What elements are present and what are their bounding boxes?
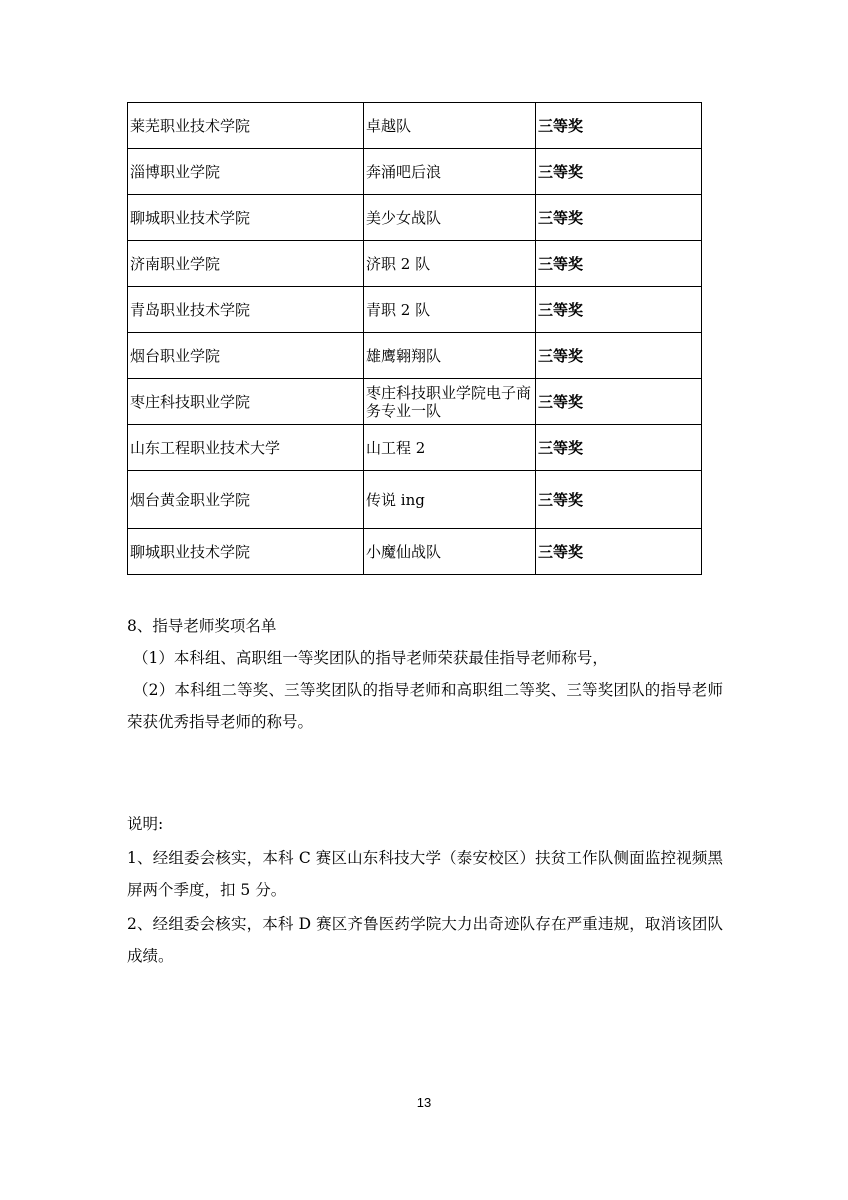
table-row bbox=[128, 379, 702, 425]
school-cell: 烟台职业学院 bbox=[128, 333, 364, 379]
team-cell: 济职 2 队 bbox=[364, 241, 536, 287]
note-2: 2、经组委会核实，本科 D 赛区齐鲁医药学院大力出奇迹队存在严重违规，取消该团队成绩。 bbox=[127, 915, 723, 965]
team-cell: 枣庄科技职业学院电子商务专业一队 bbox=[364, 379, 536, 425]
team-cell: 山工程 2 bbox=[364, 425, 536, 471]
award-cell: 三等奖 bbox=[536, 471, 702, 529]
school-cell: 济南职业学院 bbox=[128, 241, 364, 287]
table-row bbox=[128, 241, 702, 287]
school-cell: 枣庄科技职业学院 bbox=[128, 379, 364, 425]
awards-table bbox=[127, 102, 702, 575]
table-row bbox=[128, 425, 702, 471]
team-cell: 奔涌吧后浪 bbox=[364, 149, 536, 195]
table-row bbox=[128, 103, 702, 149]
award-cell: 三等奖 bbox=[536, 149, 702, 195]
award-rule-1: （1）本科组、高职组一等奖团队的指导老师荣获最佳指导老师称号， bbox=[133, 649, 608, 667]
school-cell: 淄博职业学院 bbox=[128, 149, 364, 195]
team-cell: 小魔仙战队 bbox=[364, 529, 536, 575]
notes-heading: 说明: bbox=[127, 815, 164, 833]
table-row bbox=[128, 333, 702, 379]
table-row bbox=[128, 195, 702, 241]
award-cell: 三等奖 bbox=[536, 333, 702, 379]
team-cell: 传说 ing bbox=[364, 471, 536, 529]
table-row bbox=[128, 471, 702, 529]
award-cell: 三等奖 bbox=[536, 103, 702, 149]
section-heading: 8、指导老师奖项名单 bbox=[127, 617, 277, 635]
school-cell: 莱芜职业技术学院 bbox=[128, 103, 364, 149]
award-cell: 三等奖 bbox=[536, 195, 702, 241]
note-1: 1、经组委会核实，本科 C 赛区山东科技大学（泰安校区）扶贫工作队侧面监控视频黑屏两个季度，扣 5 分。 bbox=[127, 849, 723, 899]
page-number: 13 bbox=[416, 1095, 432, 1110]
school-cell: 烟台黄金职业学院 bbox=[128, 471, 364, 529]
team-cell: 青职 2 队 bbox=[364, 287, 536, 333]
award-cell: 三等奖 bbox=[536, 425, 702, 471]
team-cell: 美少女战队 bbox=[364, 195, 536, 241]
award-rule-2: （2）本科组二等奖、三等奖团队的指导老师和高职组二等奖、三等奖团队的指导老师荣获优秀指导老师的称号。 bbox=[127, 681, 723, 731]
award-cell: 三等奖 bbox=[536, 287, 702, 333]
award-cell: 三等奖 bbox=[536, 379, 702, 425]
table-row bbox=[128, 287, 702, 333]
team-cell: 卓越队 bbox=[364, 103, 536, 149]
table-row bbox=[128, 529, 702, 575]
school-cell: 聊城职业技术学院 bbox=[128, 195, 364, 241]
award-cell: 三等奖 bbox=[536, 529, 702, 575]
award-cell: 三等奖 bbox=[536, 241, 702, 287]
school-cell: 青岛职业技术学院 bbox=[128, 287, 364, 333]
table-row bbox=[128, 149, 702, 195]
school-cell: 山东工程职业技术大学 bbox=[128, 425, 364, 471]
school-cell: 聊城职业技术学院 bbox=[128, 529, 364, 575]
team-cell: 雄鹰翱翔队 bbox=[364, 333, 536, 379]
